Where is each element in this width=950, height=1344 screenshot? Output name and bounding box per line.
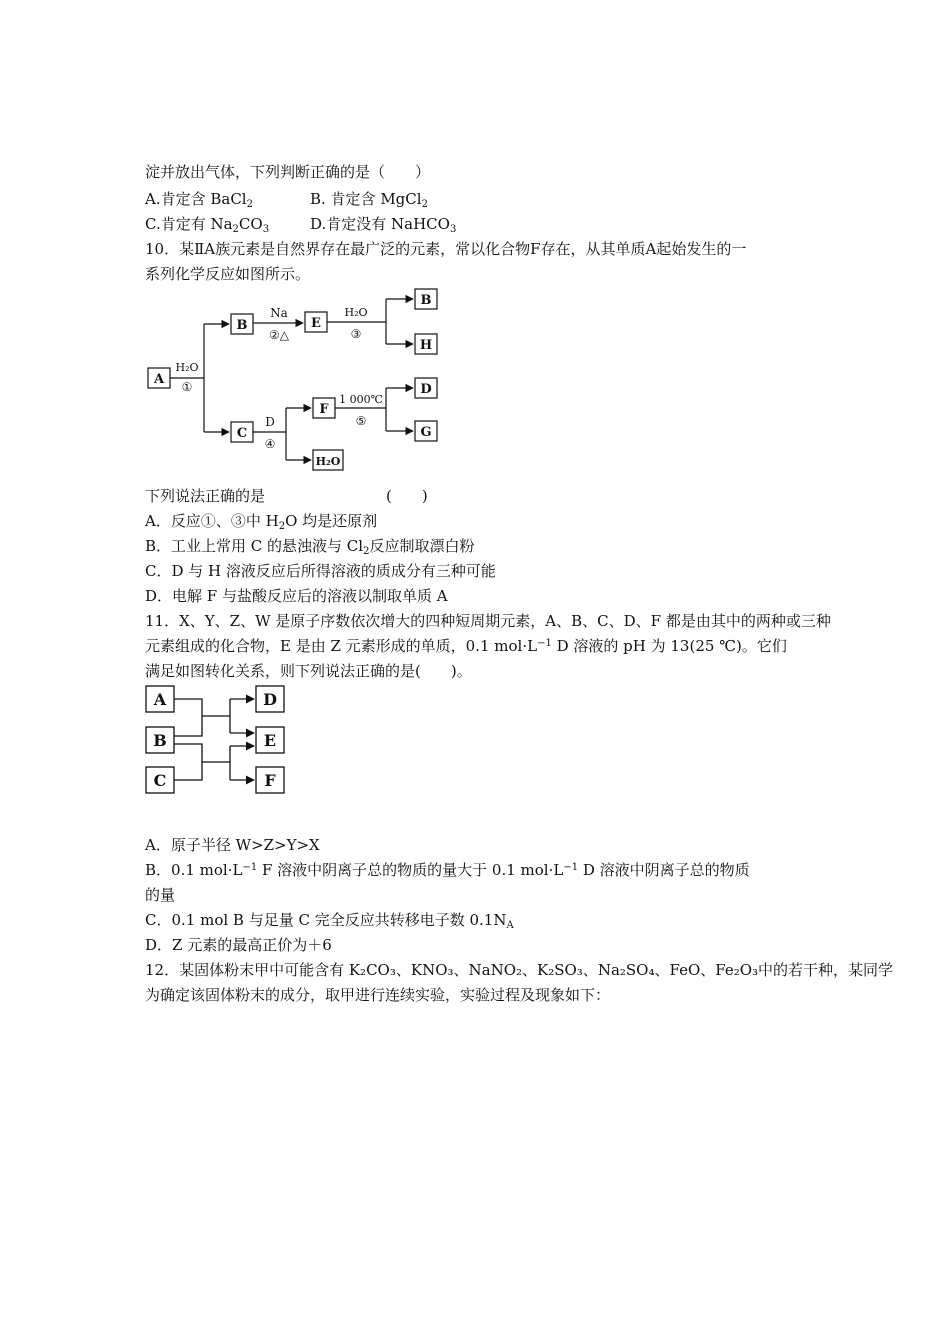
q11-label-c: C — [153, 771, 167, 790]
q11-stem-line1: 11．X、Y、Z、W 是原子序数依次增大的四种短周期元素，A、B、C、D、F 都是由其中的两种或三种 — [145, 612, 831, 630]
q10-arrow-step-5: ⑤ — [355, 414, 367, 428]
q9-stem: 淀并放出气体，下列判断正确的是（ ） — [145, 163, 431, 181]
q9-option-b: B. 肯定含 MgCl$_2$ — [310, 190, 428, 210]
q10-reaction-diagram — [140, 282, 460, 477]
q10-label-e: E — [311, 316, 321, 331]
q10-label-h: H — [419, 338, 433, 353]
q11-option-b-line2: 的量 — [145, 886, 176, 904]
q10-arrow-step-3: ③ — [350, 327, 362, 341]
q10-label-b2: B — [420, 293, 432, 308]
q9-option-a: A.肯定含 BaCl$_2$ — [145, 190, 253, 210]
q10-arrow-d: D — [265, 415, 275, 429]
q10-label-c: C — [236, 426, 248, 441]
q9-option-c: C.肯定有 $Na_2CO_3$ — [145, 215, 270, 235]
q9-option-d: D.肯定没有 NaHCO$_3$ — [310, 215, 457, 235]
q10-label-b: B — [236, 318, 248, 333]
q10-label-f: F — [319, 402, 329, 417]
q12-stem-line1: 12．某固体粉末甲中可能含有 K₂CO₃、KNO₃、NaNO₂、K₂SO₃、Na₂SO₄、FeO、Fe₂O₃中的若干种，某同学 — [145, 961, 894, 979]
q10-arrow-h2o-3: H₂O — [344, 306, 368, 319]
q11-stem-line2: 元素组成的化合物，E 是由 Z 元素形成的单质，0.1 $mol\cdot L^{-1}$ D 溶液的 pH 为 13(25 ℃)。它们 — [145, 637, 787, 655]
q10-arrow-temp: 1 000℃ — [339, 393, 383, 406]
q10-answer-paren: ( ) — [386, 487, 428, 505]
q10-option-d: D．电解 F 与盐酸反应后的溶液以制取单质 A — [145, 587, 448, 605]
q10-option-a: A．反应①、③中 $H_2O$ 均是还原剂 — [145, 512, 378, 532]
q12-stem-line2: 为确定该固体粉末的成分，取甲进行连续实验，实验过程及现象如下： — [145, 986, 611, 1004]
q10-arrow-na: Na — [270, 306, 288, 320]
q10-prompt: 下列说法正确的是 — [145, 487, 266, 505]
q11-label-e: E — [263, 731, 277, 750]
q11-label-f: F — [264, 771, 276, 790]
q11-label-d: D — [263, 690, 277, 709]
q11-option-a: A．原子半径 W>Z>Y>X — [145, 836, 320, 854]
q10-label-g: G — [420, 425, 432, 440]
q10-arrow-step-1: ① — [181, 380, 193, 394]
q11-label-b: B — [153, 731, 167, 750]
q11-option-c: C．0.1 mol B 与足量 C 完全反应共转移电子数 $0.1N_A$ — [145, 911, 514, 931]
q10-label-h2o-box: H₂O — [315, 455, 341, 468]
q11-stem-line3: 满足如图转化关系，则下列说法正确的是( )。 — [145, 662, 472, 680]
q10-arrow-step-4: ④ — [264, 437, 276, 451]
q11-label-a: A — [153, 690, 167, 709]
q10-label-a: A — [153, 372, 165, 387]
q11-conversion-diagram — [140, 682, 300, 800]
q10-option-c: C．D 与 H 溶液反应后所得溶液的质成分有三种可能 — [145, 562, 496, 580]
q10-stem-line2: 系列化学反应如图所示。 — [145, 265, 311, 283]
q10-arrow-step-2: ②△ — [269, 328, 289, 342]
q10-arrow-h2o-1: H₂O — [175, 361, 199, 374]
q11-option-b-line1: B．0.1 $mol\cdot L^{-1}$ F 溶液中阴离子总的物质的量大于 0.1 $mol\cdot L^{-1}$ D 溶液中阴离子总的物质 — [145, 861, 750, 879]
q10-option-b: B．工业上常用 C 的悬浊液与 $Cl_2$反应制取漂白粉 — [145, 537, 475, 557]
q10-stem-line1: 10．某ⅡA族元素是自然界存在最广泛的元素，常以化合物F存在，从其单质A起始发生的一 — [145, 240, 747, 258]
q11-option-d: D．Z 元素的最高正价为＋6 — [145, 936, 332, 954]
q10-label-d: D — [420, 382, 432, 397]
